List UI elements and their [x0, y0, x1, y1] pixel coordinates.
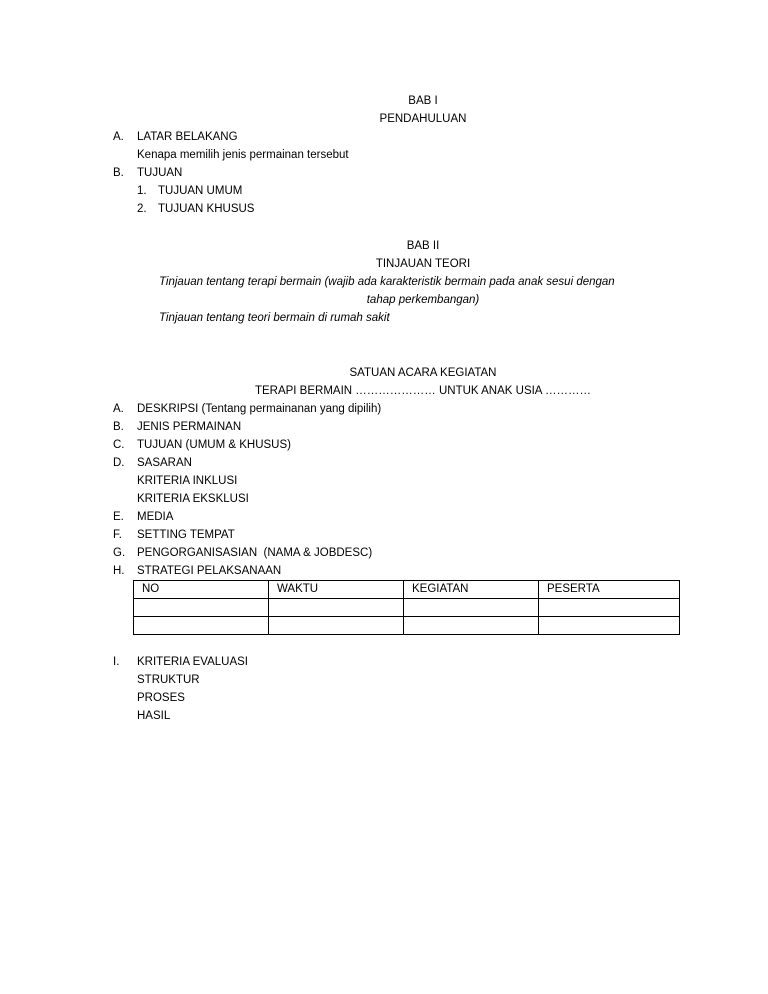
table-row [134, 617, 680, 635]
bab1-b-label: TUJUAN [137, 167, 183, 179]
table-row [134, 599, 680, 617]
strategy-table [133, 580, 680, 635]
sak-d-label: SASARAN [137, 457, 192, 469]
bab1-a-label: LATAR BELAKANG [137, 131, 238, 143]
bab1-subtitle: PENDAHULUAN [379, 113, 467, 125]
sak-a-letter: A. [113, 403, 124, 415]
table-cell [134, 617, 269, 635]
bab1-b-letter: B. [113, 167, 124, 179]
sak-i-sub1: STRUKTUR [137, 674, 200, 686]
sak-a-label: DESKRIPSI (Tentang permainanan yang dipilih) [137, 403, 382, 415]
table-cell [269, 617, 404, 635]
sak-e-label: MEDIA [137, 511, 174, 523]
sak-f-label: SETTING TEMPAT [137, 529, 235, 541]
bab1-title: BAB I [408, 95, 438, 107]
sak-i-sub2: PROSES [137, 692, 185, 704]
table-cell [404, 599, 539, 617]
sak-d-letter: D. [113, 457, 125, 469]
bab1-a-desc: Kenapa memilih jenis permainan tersebut [137, 149, 349, 161]
sak-b-letter: B. [113, 421, 124, 433]
sak-c-letter: C. [113, 439, 125, 451]
tujuan-2-num: 2. [137, 203, 147, 215]
bab2-subtitle: TINJAUAN TEORI [375, 258, 471, 270]
sak-f-letter: F. [113, 529, 122, 541]
table-header-waktu: WAKTU [269, 581, 404, 599]
bab2-text1-line2: tahap perkembangan) [366, 294, 480, 306]
sak-h-label: STRATEGI PELAKSANAAN [137, 565, 282, 577]
table-cell [404, 617, 539, 635]
sak-b-label: JENIS PERMAINAN [137, 421, 242, 433]
sak-title: SATUAN ACARA KEGIATAN [349, 367, 497, 379]
sak-subtitle: TERAPI BERMAIN ………………… UNTUK ANAK USIA ………… [254, 385, 592, 397]
bab1-a-letter: A. [113, 131, 124, 143]
table-header-row [134, 581, 680, 599]
bab2-title: BAB II [406, 240, 440, 252]
sak-i-letter: I. [113, 656, 120, 668]
table-header-peserta: PESERTA [539, 581, 680, 599]
sak-g-label: PENGORGANISASIAN (NAMA & JOBDESC) [137, 547, 373, 559]
table-header-no: NO [134, 581, 269, 599]
tujuan-1-label: TUJUAN UMUM [158, 185, 243, 197]
sak-i-label: KRITERIA EVALUASI [137, 656, 248, 668]
tujuan-2-label: TUJUAN KHUSUS [158, 203, 255, 215]
sak-d-sub2: KRITERIA EKSKLUSI [137, 493, 249, 505]
sak-e-letter: E. [113, 511, 124, 523]
table-cell [269, 599, 404, 617]
table-cell [134, 599, 269, 617]
sak-c-label: TUJUAN (UMUM & KHUSUS) [137, 439, 291, 451]
table-cell [539, 617, 680, 635]
table-header-kegiatan: KEGIATAN [404, 581, 539, 599]
sak-d-sub1: KRITERIA INKLUSI [137, 475, 238, 487]
table-cell [539, 599, 680, 617]
bab2-text1-line1: Tinjauan tentang terapi bermain (wajib ada karakteristik bermain pada anak sesui dengan [159, 276, 615, 288]
sak-i-sub3: HASIL [137, 710, 171, 722]
tujuan-1-num: 1. [137, 185, 147, 197]
bab2-text2: Tinjauan tentang teori bermain di rumah sakit [159, 312, 390, 324]
sak-g-letter: G. [113, 547, 126, 559]
sak-h-letter: H. [113, 565, 125, 577]
